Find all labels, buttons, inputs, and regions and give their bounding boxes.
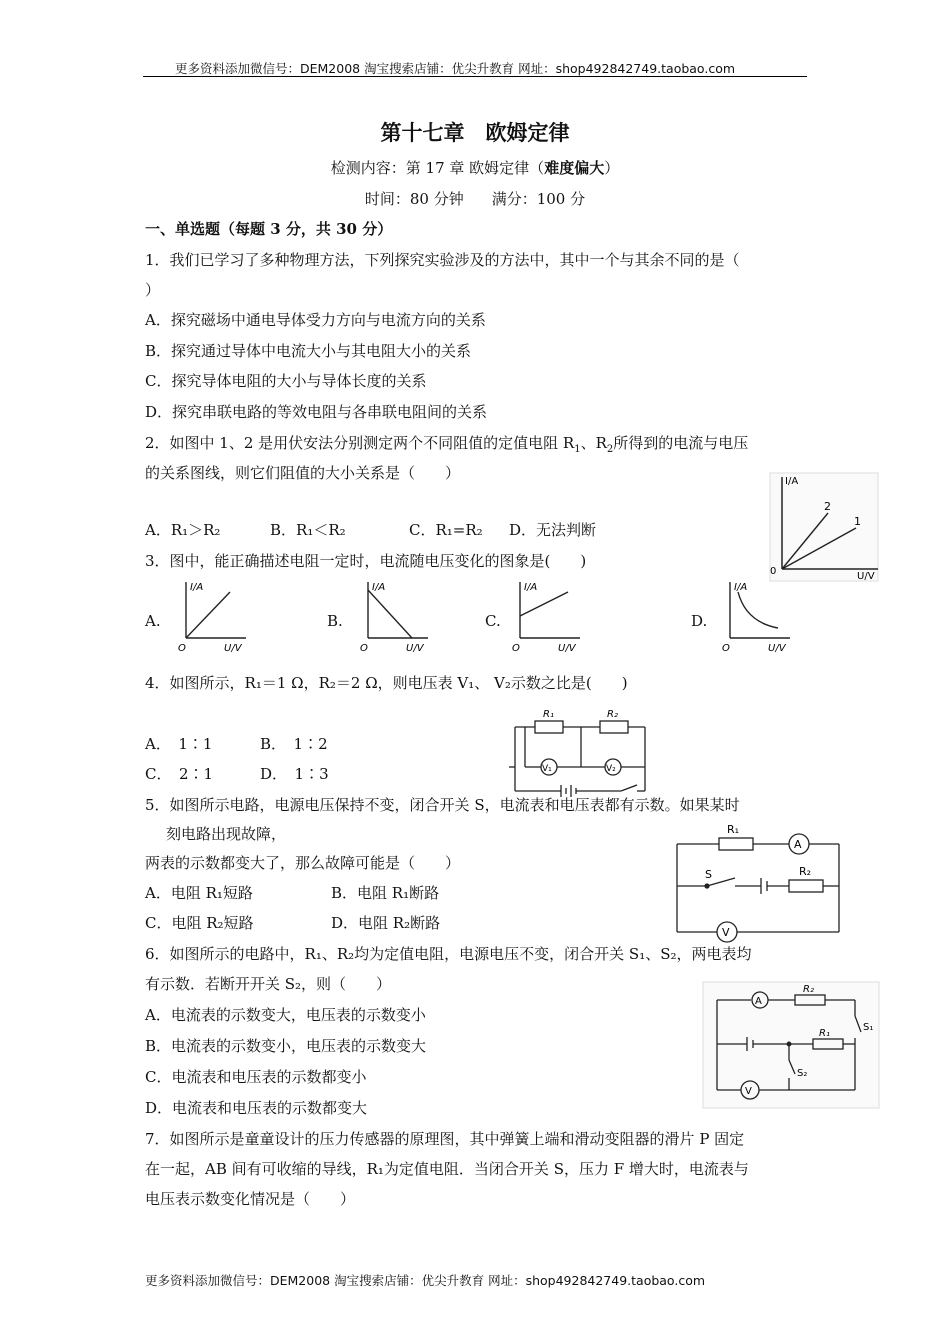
q2-graph [770,473,880,583]
q2-stem-c: 所得到的电流与电压 [613,434,749,452]
q1-option-d: D．探究串联电路的等效电阻与各串联电阻间的关系 [145,403,488,421]
q2-option-c: C．R₁=R₂ [409,521,483,539]
q5-circuit [665,818,855,946]
q3-graph-a [178,580,250,652]
q2-ylabel: I/A [785,476,799,487]
page-title: 第十七章 欧姆定律 [380,120,570,145]
q6-option-a: A．电流表的示数变大，电压表的示数变小 [145,1006,426,1024]
q5-stem: 5．如图所示电路，电源电压保持不变，闭合开关 S，电流表和电压表都有示数。如果某时 [145,796,740,814]
q2-xlabel: U/V [857,571,875,582]
q6-v-label: V [745,1086,752,1097]
q4-option-c: C． 2∶1 [145,765,214,783]
q1-option-c: C．探究导体电阻的大小与导体长度的关系 [145,372,427,390]
q2-stem [145,433,748,460]
q6-option-b: B．电流表的示数变小，电压表的示数变大 [145,1037,427,1055]
q7-stem-cont: 在一起，AB 间有可收缩的导线，R₁为定值电阻．当闭合开关 S，压力 F 增大时，电流表与 [145,1160,749,1178]
q2-option-b: B．R₁＜R₂ [270,521,346,539]
q2-stem-cont: 的关系图线，则它们阻值的大小关系是（ ） [145,464,461,482]
q3b-xlabel: U/V [406,643,424,654]
time-text: 时间：80 分钟 [364,190,464,208]
q3b-ylabel: I/A [372,582,386,593]
q3c-xlabel: U/V [558,643,576,654]
q7-stem: 7．如图所示是童童设计的压力传感器的原理图，其中弹簧上端和滑动变阻器的滑片 P 固定 [145,1130,745,1148]
q5-r1-resistor [719,838,753,850]
q6-stem-cont: 有示数．若断开开关 S₂，则（ ） [145,975,392,993]
q3-label-c: C. [485,612,501,630]
q3-graph-d [722,580,794,652]
q6-r1-label: R₁ [819,1028,830,1039]
q6-a-label: A [755,996,762,1007]
q3-label-b: B. [327,612,343,630]
q6-circuit [703,982,881,1110]
q4-circuit [505,705,655,803]
q4-option-b: B． 1∶2 [260,735,328,753]
q3-label-a: A. [145,612,161,630]
q4-option-d: D． 1∶3 [260,765,329,783]
q2-option-a: A．R₁＞R₂ [145,521,221,539]
q6-r2-label: R₂ [803,984,814,995]
q2-line2-label: 2 [824,500,831,513]
q5-option-b: B．电阻 R₁断路 [331,884,440,902]
q3-label-d: D. [691,612,708,630]
scope-suffix: ） [604,159,620,177]
q6-s2-label: S₂ [797,1068,808,1079]
q5-stem-cont2: 两表的示数都变大了，那么故障可能是（ ） [145,854,461,872]
scope-difficulty: 难度偏大 [544,159,605,177]
q5-stem-cont: 刻电路出现故障， [166,825,287,843]
q5-option-d: D．电阻 R₂断路 [331,914,441,932]
q4-option-a: A． 1∶1 [145,735,213,753]
q1-option-a: A．探究磁场中通电导体受力方向与电流方向的关系 [145,311,486,329]
q5-r1-label: R₁ [727,823,740,836]
q2-stem-a: 2．如图中 1、2 是用伏安法分别测定两个不同阻值的定值电阻 R [145,434,575,452]
q6-option-c: C．电流表和电压表的示数都变小 [145,1068,367,1086]
q4-r1-resistor [535,721,563,733]
q3a-origin: O [178,643,186,654]
q3b-line [368,590,412,638]
q3b-origin: O [360,643,368,654]
q5-a-label: A [794,838,802,851]
q3c-line [520,592,568,616]
q1-stem: 1．我们已学习了多种物理方法，下列探究实验涉及的方法中，其中一个与其余不同的是（ [145,251,740,269]
q6-stem: 6．如图所示的电路中，R₁、R₂均为定值电阻，电源电压不变，闭合开关 S₁、S₂，两电表均 [145,945,752,963]
q3d-curve [738,592,778,628]
q2-stem-b: 、R [580,434,607,452]
q3d-origin: O [722,643,730,654]
section-heading: 一、单选题（每题 3 分，共 30 分） [145,220,393,238]
q5-r2-label: R₂ [799,865,812,878]
q2-origin: 0 [770,566,777,577]
q1-option-b: B．探究通过导体中电流大小与其电阻大小的关系 [145,342,472,360]
scope-prefix: 检测内容：第 17 章 欧姆定律（ [330,159,545,177]
q4-stem: 4．如图所示，R₁＝1 Ω，R₂＝2 Ω，则电压表 V₁、 V₂示数之比是( ) [145,674,628,692]
q4-v1-label: V₁ [542,764,552,774]
q3-graph-c [512,580,584,652]
q3c-origin: O [512,643,520,654]
page-footer: 更多资料添加微信号：DEM2008 淘宝搜索店铺：优尖升教育 网址：shop492842749.taobao.com [145,1273,706,1288]
page-header: 更多资料添加微信号：DEM2008 淘宝搜索店铺：优尖升教育 网址：shop492842749.taobao.com [175,61,736,76]
q6-option-d: D．电流表和电压表的示数都变大 [145,1099,368,1117]
q6-s1-label: S₁ [863,1022,874,1033]
q4-r2-resistor [600,721,628,733]
q3a-line [186,592,230,638]
q5-r2-resistor [789,880,823,892]
scope-line [0,157,950,178]
q4-r2-label: R₂ [607,709,618,720]
q2-line1-label: 1 [854,515,861,528]
q2-sub2: 2 [606,444,614,455]
q5-s-label: S [705,868,712,881]
q5-v-label: V [722,926,730,939]
q3a-ylabel: I/A [190,582,204,593]
q1-stem-cont: ） [145,281,161,299]
q5-option-a: A．电阻 R₁短路 [145,884,253,902]
q3-graph-b [360,580,432,652]
q7-stem-cont2: 电压表示数变化情况是（ ） [145,1190,356,1208]
header-rule [143,76,807,77]
q2-option-d: D．无法判断 [509,521,597,539]
q2-sub1: 1 [574,444,581,455]
q3d-xlabel: U/V [768,643,786,654]
q4-v2-label: V₂ [606,764,616,774]
score-text: 满分：100 分 [491,190,586,208]
q3d-ylabel: I/A [734,582,748,593]
q5-option-c: C．电阻 R₂短路 [145,914,254,932]
q4-r1-label: R₁ [543,709,554,720]
q3c-ylabel: I/A [524,582,538,593]
q3a-xlabel: U/V [224,643,242,654]
time-score-line [0,188,950,209]
q3-stem: 3．图中，能正确描述电阻一定时，电流随电压变化的图象是( ) [145,552,587,570]
